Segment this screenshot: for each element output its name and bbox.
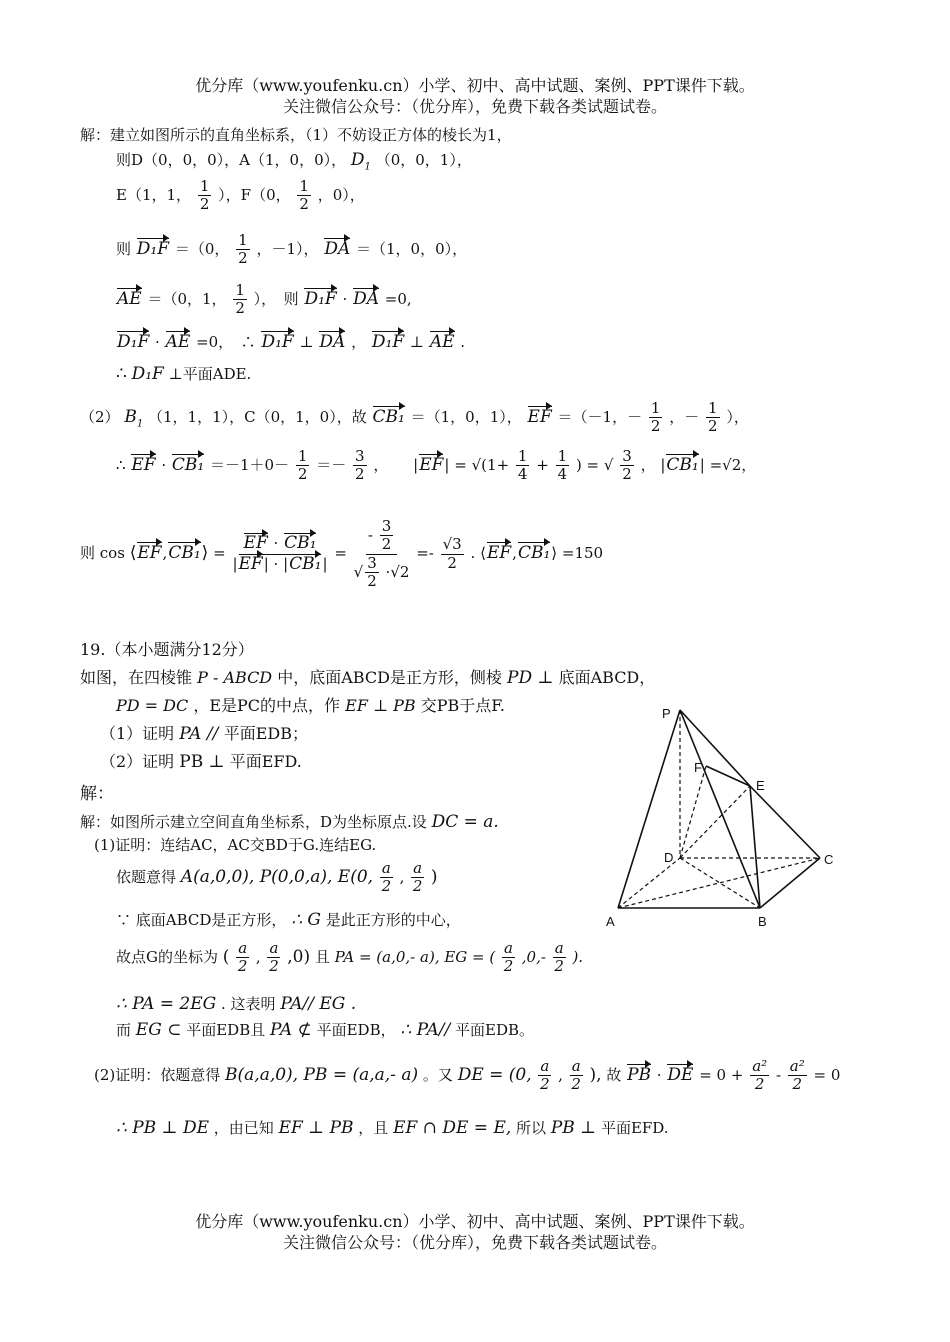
text: ，0）， xyxy=(317,185,365,204)
text: （1）证明 xyxy=(100,724,175,743)
text: 平面EDB。 xyxy=(455,1021,534,1039)
fraction-quarter: $\frac{1}{4}$ xyxy=(557,447,568,484)
header-line-1: 优分库（www.youfenku.cn）小学、初中、高中试题、案例、PPT课件下载。 xyxy=(195,76,755,95)
dot-operator: · xyxy=(656,1065,662,1084)
text: = xyxy=(454,455,467,474)
vector-ef: EF xyxy=(486,543,512,563)
text: 如图，在四棱锥 xyxy=(80,668,193,687)
text: 平面EDB； xyxy=(223,724,308,743)
vector-ae: AE xyxy=(165,332,191,352)
text: ∴ xyxy=(116,455,126,474)
text: ＝（1，0，0）， xyxy=(356,239,468,258)
math-text: PA// EG . xyxy=(280,994,357,1014)
math-text: EG ⊂ xyxy=(135,1020,182,1040)
math-text: ∴ G xyxy=(291,910,321,930)
q19-item-1 xyxy=(100,724,308,744)
sol18-vectors-line xyxy=(116,232,467,268)
fraction-a-half: $\frac{a}{2}$ xyxy=(503,939,514,976)
vector-cb1: CB₁ xyxy=(666,454,699,475)
math-text: PB ⊥ xyxy=(550,1118,597,1138)
sol19-coords xyxy=(116,860,438,896)
text: , xyxy=(399,867,405,886)
text: 中，底面ABCD是正方形，侧棱 xyxy=(277,668,502,687)
text: ，－ xyxy=(669,407,700,426)
text: ), xyxy=(589,1064,602,1085)
math-text: PA = (a,0,- a), EG = ( xyxy=(334,947,496,966)
label-c: C xyxy=(824,852,834,867)
text: 解：如图所示建立空间直角坐标系，D为坐标原点.设 xyxy=(80,813,427,831)
math-text: EF ∩ DE = E, xyxy=(393,1118,512,1138)
text: 依题意得 xyxy=(116,867,177,886)
text: ， xyxy=(373,455,389,474)
text: （1，1，1），C（0，1，0），故 xyxy=(147,407,367,426)
sol18-e-f-line xyxy=(116,178,365,214)
d1f-symbol: D₁F xyxy=(131,364,164,384)
text: = xyxy=(213,544,226,562)
vector-d1f: D₁F xyxy=(304,288,337,309)
fraction-three-halves: $\frac{3}{2}$ xyxy=(355,447,365,484)
vector-de: DE xyxy=(667,1064,694,1085)
fraction-a2-half: $\frac{\text{a²}}{2}$ xyxy=(789,1057,805,1094)
sol19-pa-eg xyxy=(116,994,356,1014)
text: . xyxy=(470,544,476,562)
text: ，E是PC的中点，作 xyxy=(193,696,341,715)
fraction-half: $\frac{1}{2}$ xyxy=(238,231,248,268)
text: ）， 则 xyxy=(253,289,299,308)
text: 且 xyxy=(314,947,330,966)
math-text: ∴ PB ⊥ DE xyxy=(116,1118,209,1138)
text: 则 xyxy=(116,239,132,258)
text: 平面EFD. xyxy=(600,1119,669,1137)
vector-cb1: CB₁ xyxy=(517,543,551,563)
sol19-part1-conclusion xyxy=(116,1020,534,1040)
text: ＝－1＋0－ xyxy=(210,455,290,474)
sol19-part1-intro: (1)证明：连结AC，AC交BD于G.连结EG. xyxy=(94,836,377,854)
fraction-sqrt3-over-2: $\frac{√3}{2}$ xyxy=(442,535,462,572)
sol19-setup xyxy=(80,812,499,832)
vector-ef: EF xyxy=(137,543,162,563)
dot-operator: · xyxy=(342,289,348,308)
vector-da: DA xyxy=(319,332,346,352)
text: ，且 xyxy=(358,1119,389,1137)
text: 平面EDB且 xyxy=(186,1021,266,1039)
fraction-a-half: $\frac{a}{2}$ xyxy=(571,1057,581,1094)
label-f: F xyxy=(694,760,702,775)
vector-cb1: CB₁ xyxy=(372,406,405,427)
fraction-half: $\frac{1}{2}$ xyxy=(297,447,308,484)
d1-symbol: $D_1$ xyxy=(350,150,371,173)
fraction-a-half: $\frac{a}{2}$ xyxy=(412,859,423,896)
text: =0, xyxy=(384,289,412,308)
math-text: ∴ PA = 2EG xyxy=(116,994,217,1014)
vector-pb: PB xyxy=(627,1064,652,1085)
sol18-ae-line xyxy=(116,282,412,318)
math-text: PD ⊥ xyxy=(507,668,554,688)
text: ，由已知 xyxy=(213,1119,274,1137)
math-text: A(a,0,0), P(0,0,a), E(0, xyxy=(180,866,374,887)
vector-d1f: D₁F xyxy=(261,332,294,352)
text: =0， ∴ xyxy=(196,333,256,351)
math-text: P - ABCD xyxy=(197,668,273,687)
sol19-final xyxy=(116,1118,669,1138)
sol18-points-line xyxy=(116,150,472,173)
sol18-conclusion-1: ∴ D₁F ⊥平面ADE. xyxy=(116,364,252,384)
text: =√2， xyxy=(709,455,757,474)
text: E（1，1， xyxy=(116,185,192,204)
text: ∵ 底面ABCD是正方形， xyxy=(116,911,287,929)
vector-cb1: CB₁ xyxy=(168,543,201,563)
text: （2）证明 xyxy=(100,752,175,771)
math-text: PA ⊄ xyxy=(270,1020,312,1040)
math-text: EF ⊥ PB xyxy=(345,696,416,715)
fraction-half: $\frac{1}{2}$ xyxy=(199,177,210,214)
sol18-perp-line xyxy=(116,332,465,352)
vector-ef: EF xyxy=(527,406,552,427)
text: , xyxy=(558,1065,563,1084)
vector-ae: AE xyxy=(117,288,142,309)
text: ＝（－1，－ xyxy=(557,407,643,426)
text: 。又 xyxy=(422,1065,453,1084)
vector-d1f: D₁F xyxy=(136,238,170,259)
text: = xyxy=(334,544,347,562)
text: (2)证明：依题意得 xyxy=(94,1065,221,1084)
fraction-quarter: $\frac{1}{4}$ xyxy=(517,447,528,484)
footer-line-2: 关注微信公众号：（优分库），免费下载各类试题试卷。 xyxy=(282,1233,667,1252)
vector-da: DA xyxy=(353,288,379,309)
math-text: ). xyxy=(572,947,584,966)
text: （0，0，1）， xyxy=(375,151,472,169)
text: ， xyxy=(640,455,656,474)
fraction-half: $\frac{1}{2}$ xyxy=(299,177,309,214)
vector-ae: AE xyxy=(429,332,455,352)
sol18-part2-line xyxy=(80,400,749,436)
text: - xyxy=(775,1065,782,1084)
text: ），F（0， xyxy=(218,185,291,204)
math-text: B(a,a,0), PB = (a,a,- a) xyxy=(225,1064,419,1085)
math-text: DC = a. xyxy=(431,812,499,832)
text: ＝－ xyxy=(316,455,347,474)
sol19-g-coords xyxy=(116,940,583,976)
fraction-a-half: $\frac{a}{2}$ xyxy=(269,939,279,976)
dot-operator: · xyxy=(155,333,160,351)
text: 而 xyxy=(116,1021,132,1039)
text: 是此正方形的中心， xyxy=(325,911,461,929)
fraction-cos-values: - $\frac{3}{2}$ √ $\frac{3}{2}$ ·√2 xyxy=(353,517,410,590)
text: = 0 xyxy=(813,1065,841,1084)
label-b: B xyxy=(758,914,767,929)
b1-symbol: $B_1$ xyxy=(124,406,144,430)
math-text: EF ⊥ PB xyxy=(278,1118,354,1138)
text: ，－1）， xyxy=(256,239,319,258)
text: 交PB于点F. xyxy=(420,696,505,715)
label-a: A xyxy=(606,914,615,929)
text: ）， xyxy=(726,407,749,426)
label-d: D xyxy=(664,850,674,865)
math-text: PD = DC xyxy=(116,696,189,715)
text: ＝（1，0，1）， xyxy=(410,407,522,426)
text: 则 cos xyxy=(80,544,125,562)
q19-jie: 解： xyxy=(80,784,114,804)
text: 所以 xyxy=(516,1119,547,1137)
text: =- xyxy=(416,544,434,562)
text: 平面EDB， xyxy=(316,1021,396,1039)
fraction-a-half: $\frac{a}{2}$ xyxy=(554,939,564,976)
text: ＝（0，1， xyxy=(147,289,227,308)
text: 底面ABCD， xyxy=(558,668,656,687)
fraction-a-half: $\frac{a}{2}$ xyxy=(381,859,392,896)
fraction-half: $\frac{1}{2}$ xyxy=(650,399,661,436)
pyramid-figure xyxy=(600,700,840,932)
label-p: P xyxy=(662,706,671,721)
fraction-a-half: $\frac{a}{2}$ xyxy=(237,939,248,976)
dot-operator: · xyxy=(161,455,167,474)
vector-d1f: D₁F xyxy=(371,332,405,352)
math-text: ,0,- xyxy=(521,947,546,966)
vector-da: DA xyxy=(324,238,351,259)
sol18-intro: 解：建立如图所示的直角坐标系，（1）不妨设正方体的棱长为1， xyxy=(80,126,512,144)
fraction-three-halves: $\frac{3}{2}$ xyxy=(622,447,632,484)
footer-line-1: 优分库（www.youfenku.cn）小学、初中、高中试题、案例、PPT课件下载。 xyxy=(195,1212,755,1231)
vector-ef: EF xyxy=(131,454,156,475)
fraction-half: $\frac{1}{2}$ xyxy=(708,399,718,436)
math-text: DE = (0, xyxy=(457,1064,532,1085)
text: （2） xyxy=(80,407,120,426)
text: =150 xyxy=(561,544,604,562)
sol19-part2 xyxy=(94,1058,840,1094)
text: 故点G的坐标为 xyxy=(116,947,218,966)
text: 则D（0，0，0），A（1，0，0）， xyxy=(116,151,347,169)
math-text: ∴ PA// xyxy=(400,1020,451,1040)
fraction-cos-def: $\frac{\text{EF · CB₁}}{\text{|EF| · |CB₁|}}$ xyxy=(232,532,328,574)
text: 平面EFD. xyxy=(229,752,302,771)
text: ,0) xyxy=(287,946,311,967)
text: ⊥平面ADE. xyxy=(168,365,252,383)
text: ⊥ xyxy=(409,333,425,351)
vector-d1f: D₁F xyxy=(117,332,150,352)
vector-ef: EF xyxy=(419,454,444,475)
math-text: PA // xyxy=(179,724,224,744)
header-line-2: 关注微信公众号：（优分库），免费下载各类试题试卷。 xyxy=(282,97,667,116)
vector-cb1: CB₁ xyxy=(171,454,205,475)
text: = 0 + xyxy=(699,1065,744,1084)
text: . xyxy=(460,333,466,351)
fraction-a-half: $\frac{a}{2}$ xyxy=(540,1057,550,1094)
fraction-a2-half: $\frac{\text{a²}}{2}$ xyxy=(752,1057,768,1094)
q19-stem-line-2 xyxy=(116,696,505,715)
text: ＝（0， xyxy=(174,239,230,258)
sol19-square-center xyxy=(116,910,461,930)
q19-item-2 xyxy=(100,752,302,772)
text: ⊥ xyxy=(299,333,314,351)
text: , xyxy=(255,947,261,966)
text: 故 xyxy=(606,1065,622,1084)
sol18-dot-line: ∴ EF · CB₁ ＝－1＋0－ $\frac{1}{2}$ ＝－ $\frac{3}{2}$ ， |EF| = √(1+ $\frac{1}{4}$ + $\frac{1}{4}$ ) = √ $\frac{3}{2}$ ， |CB₁| =√2， xyxy=(116,447,757,484)
text: ( xyxy=(222,946,230,967)
q19-heading: 19.（本小题满分12分） xyxy=(80,640,254,659)
math-text: PB ⊥ xyxy=(179,752,225,772)
fraction-half: $\frac{1}{2}$ xyxy=(235,281,245,318)
text: ) xyxy=(430,866,438,887)
q19-stem-line-1 xyxy=(80,668,655,688)
text: . 这表明 xyxy=(221,995,276,1013)
label-e: E xyxy=(756,778,765,793)
sol18-cos-line: 则 cos ⟨EF,CB₁⟩ = $\frac{\text{EF · CB₁}}{\text{|EF| · |CB₁|}}$ = - $\frac{3}{2}$ √ $\frac{3}{2}$ ·√2 =- $\frac{√3}{2}$ . ⟨EF,CB₁⟩ =150 xyxy=(80,517,604,590)
text: ， xyxy=(351,333,367,351)
